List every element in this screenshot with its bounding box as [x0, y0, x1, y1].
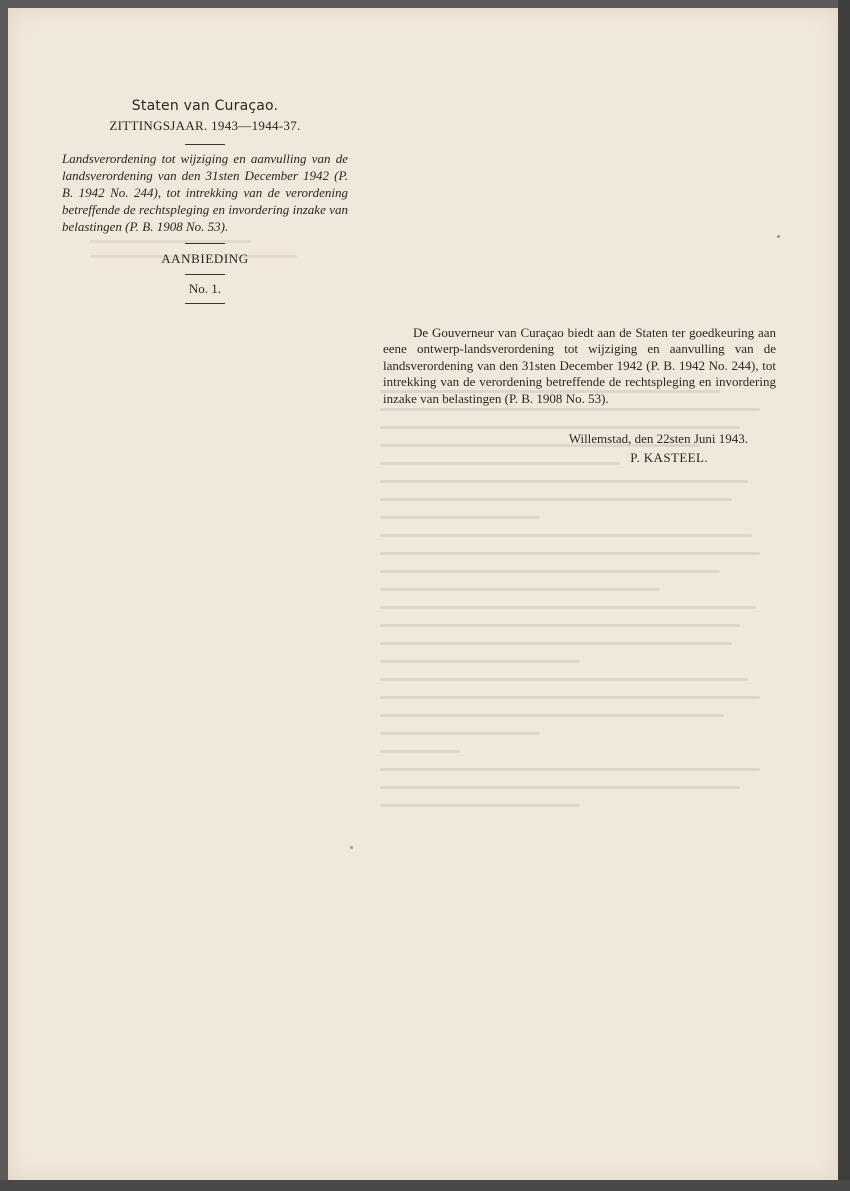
header-block	[60, 98, 350, 304]
paper-speck	[350, 846, 353, 849]
session-year: ZITTINGSJAAR. 1943—1944-37.	[109, 118, 301, 133]
body-paragraph: De Gouverneur van Curaçao biedt aan de Staten ter goedkeuring aan eene ontwerp-landsverordening tot wijziging en aanvulling van de landsverordening van den 31sten December 1942 (P. B. 1942 No. 244), tot intrekking van de verordening betreffende de rechtspleging en invordering inzake van belastingen (P. B. 1908 No. 53).	[383, 325, 776, 406]
divider	[185, 243, 225, 244]
ordinance-title: Landsverordening tot wijziging en aanvulling van de landsverordening van den 31sten December 1942 (P. B. 1942 No. 244), tot intrekking van de verordening betreffende de rechtspleging en invordering inzake van belastingen (P. B. 1908 No. 53).	[62, 151, 348, 234]
org-name: Staten van Curaçao.	[131, 98, 279, 114]
section-label: AANBIEDING	[161, 251, 249, 266]
paper-speck	[777, 235, 780, 238]
signature: P. KASTEEL.	[630, 450, 708, 465]
scan-edge-right	[838, 0, 850, 1191]
divider	[185, 144, 225, 145]
bleed-through-texture	[380, 390, 780, 990]
scan-edge-bottom	[0, 1180, 850, 1191]
document-number: No. 1.	[188, 281, 222, 296]
divider	[185, 274, 225, 275]
place-date: Willemstad, den 22sten Juni 1943.	[568, 431, 748, 446]
divider	[185, 303, 225, 304]
